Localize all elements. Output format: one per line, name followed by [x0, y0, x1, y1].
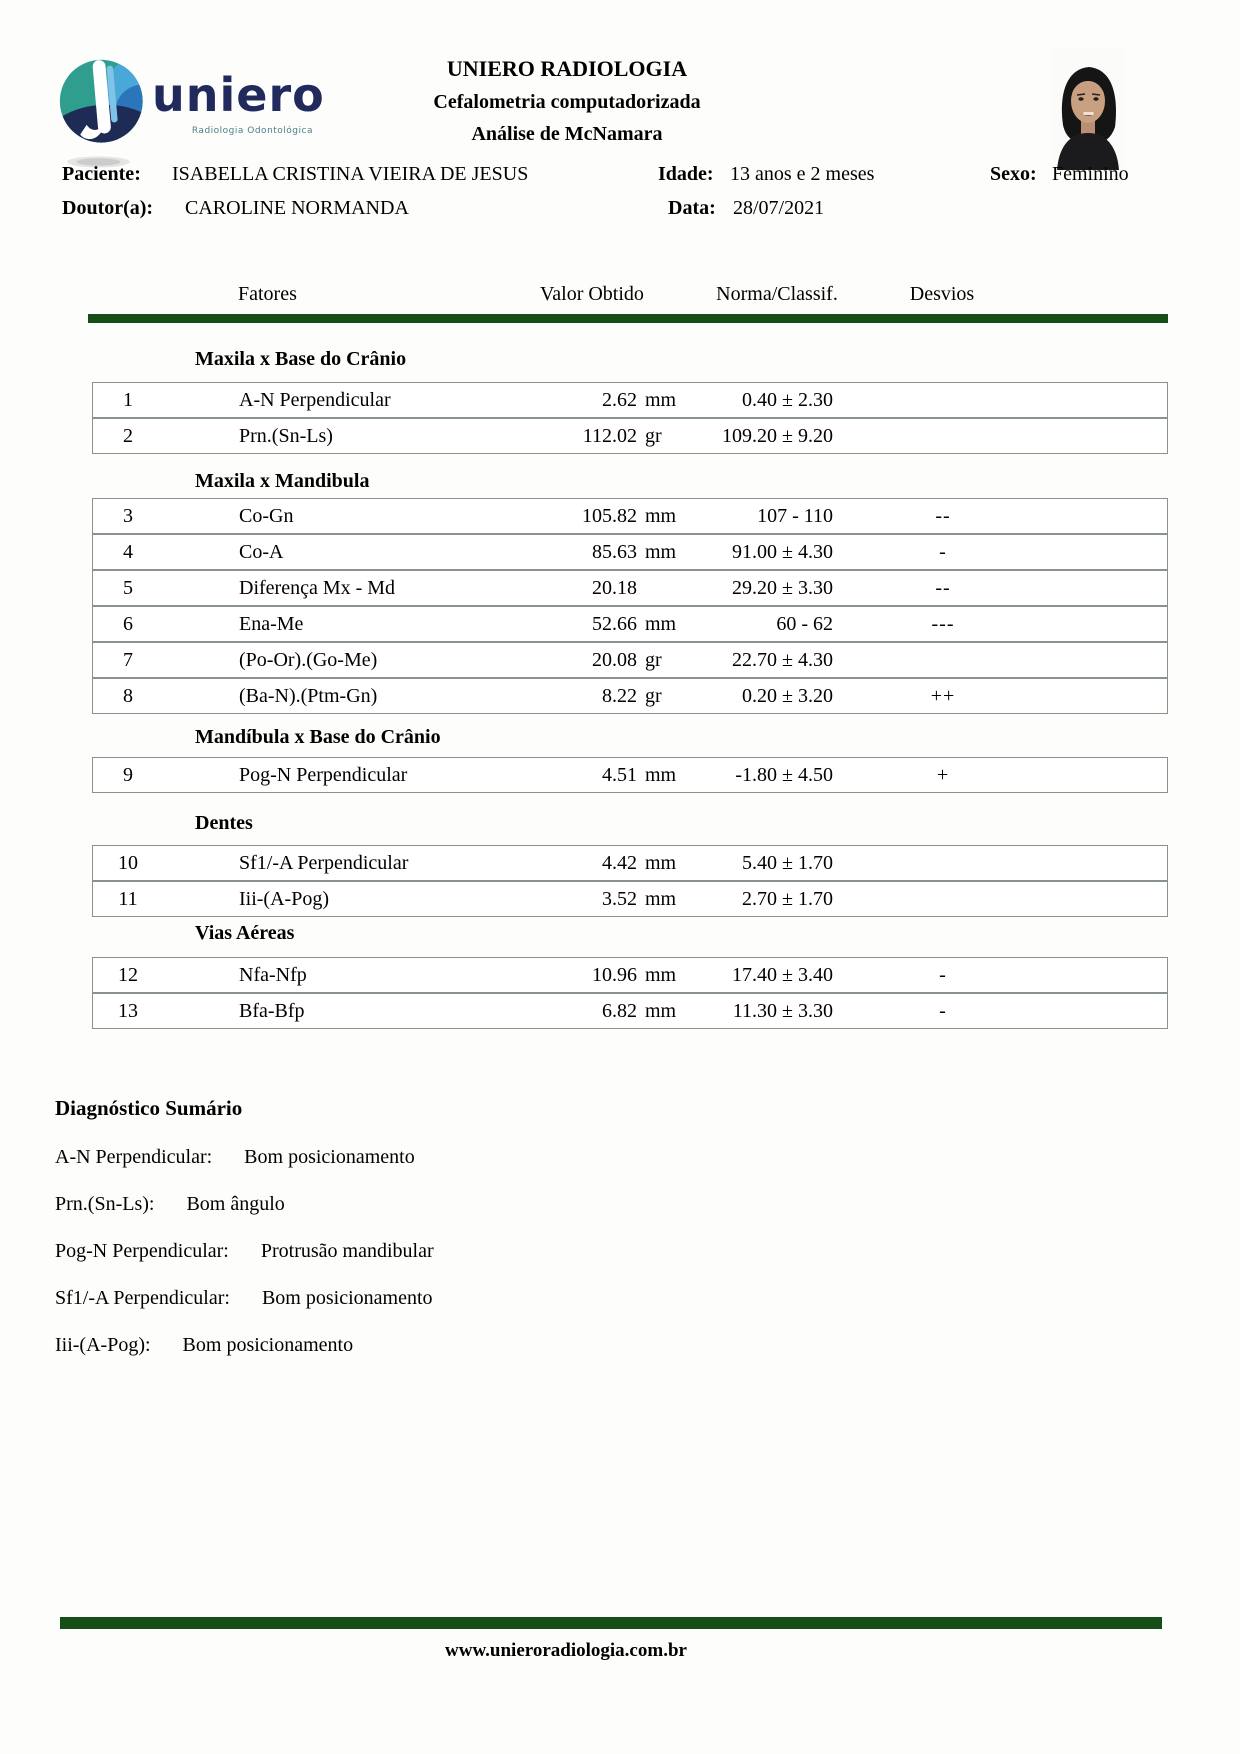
- patient-portrait-image: [1053, 47, 1123, 170]
- table-header-row: [92, 283, 1168, 306]
- valor-number: 4.51: [602, 764, 637, 786]
- diagnostics-title: Diagnóstico Sumário: [55, 1096, 243, 1120]
- diagnostic-item: [55, 1241, 434, 1261]
- row-norma: 17.40 ± 3.40: [732, 964, 833, 986]
- valor-number: 20.08: [592, 649, 637, 671]
- valor-unit: mm: [645, 505, 677, 527]
- section-dentes: [92, 845, 1168, 917]
- valor-unit: mm: [645, 888, 677, 910]
- row-number: 10: [118, 852, 138, 874]
- valor-number: 3.52: [602, 888, 637, 910]
- valor-number: 10.96: [592, 964, 637, 986]
- row-factor: (Po-Or).(Go-Me): [239, 649, 378, 671]
- valor-number: 4.42: [602, 852, 637, 874]
- valor-unit: gr: [645, 685, 662, 707]
- row-number: 8: [123, 685, 133, 707]
- diagnostic-value: Bom posicionamento: [261, 1287, 433, 1309]
- col-header-norma-classif: Norma/Classif.: [716, 283, 838, 305]
- row-desvio: +: [936, 764, 950, 786]
- row-valor: [493, 499, 693, 533]
- doutor-value: CAROLINE NORMANDA: [185, 197, 409, 219]
- section-vias-aereas: [92, 957, 1168, 1029]
- valor-number: 2.62: [602, 389, 637, 411]
- col-header-desvios: Desvios: [909, 283, 975, 305]
- row-factor: Nfa-Nfp: [239, 964, 307, 986]
- logo-wordmark: uniero: [152, 68, 325, 122]
- row-valor: [493, 419, 693, 453]
- row-number: 5: [123, 577, 133, 599]
- section-title-maxila-base-cranio: Maxila x Base do Crânio: [195, 348, 407, 370]
- exam-type: Cefalometria computadorizada: [433, 91, 701, 113]
- diagnostics-list: [55, 1147, 434, 1355]
- row-valor: [493, 571, 693, 605]
- valor-unit: gr: [645, 649, 662, 671]
- table-row: [92, 570, 1168, 606]
- valor-number: 20.18: [592, 577, 637, 599]
- diagnostic-item: [55, 1288, 434, 1308]
- idade-value: 13 anos e 2 meses: [730, 163, 875, 185]
- row-number: 11: [118, 888, 138, 910]
- row-norma: 0.20 ± 3.20: [742, 685, 833, 707]
- table-row: [92, 881, 1168, 917]
- uniero-logo-emblem: [58, 55, 150, 175]
- row-valor: [493, 383, 693, 417]
- diagnostic-label: Prn.(Sn-Ls):: [55, 1193, 155, 1215]
- diagnostics-summary: [55, 1096, 434, 1355]
- diagnostic-item: [55, 1194, 434, 1214]
- row-norma: 109.20 ± 9.20: [722, 425, 833, 447]
- valor-unit: mm: [645, 1000, 677, 1022]
- diagnostic-value: Bom posicionamento: [182, 1334, 354, 1356]
- valor-unit: mm: [645, 613, 677, 635]
- row-number: 3: [123, 505, 133, 527]
- clinic-name: UNIERO RADIOLOGIA: [446, 56, 688, 81]
- row-number: 9: [123, 764, 133, 786]
- section-title-mandibula-base-cranio: Mandíbula x Base do Crânio: [195, 726, 441, 748]
- diagnostic-label: A-N Perpendicular:: [55, 1146, 213, 1168]
- analysis-title: Análise de McNamara: [471, 123, 663, 145]
- diagnostic-item: [55, 1147, 434, 1167]
- row-desvio: --: [935, 577, 951, 599]
- row-factor: (Ba-N).(Ptm-Gn): [239, 685, 378, 707]
- table-row: [92, 534, 1168, 570]
- row-norma: 5.40 ± 1.70: [742, 852, 833, 874]
- diagnostic-item: [55, 1335, 434, 1355]
- row-valor: [493, 958, 693, 992]
- table-row: [92, 957, 1168, 993]
- valor-number: 8.22: [602, 685, 637, 707]
- row-valor: [493, 994, 693, 1028]
- idade-label: Idade:: [658, 163, 714, 185]
- diagnostic-label: Pog-N Perpendicular:: [55, 1240, 229, 1262]
- row-norma: 91.00 ± 4.30: [732, 541, 833, 563]
- row-norma: 0.40 ± 2.30: [742, 389, 833, 411]
- report-titles: [317, 56, 817, 146]
- row-norma: 107 - 110: [757, 505, 833, 527]
- row-number: 2: [123, 425, 133, 447]
- valor-unit: mm: [645, 852, 677, 874]
- valor-unit: [637, 571, 693, 605]
- table-row: [92, 845, 1168, 881]
- table-row: [92, 382, 1168, 418]
- row-number: 12: [118, 964, 138, 986]
- logo-tagline: Radiologia Odontológica: [191, 126, 313, 136]
- valor-unit: mm: [645, 389, 677, 411]
- valor-number: 52.66: [592, 613, 637, 635]
- row-valor: [493, 679, 693, 713]
- row-desvio: -: [939, 964, 947, 986]
- patient-photo: [1053, 47, 1123, 170]
- table-row: [92, 757, 1168, 793]
- col-header-valor-obtido: Valor Obtido: [540, 283, 644, 305]
- valor-number: 112.02: [582, 425, 637, 447]
- paciente-label: Paciente:: [62, 163, 141, 185]
- data-value: 28/07/2021: [733, 197, 825, 219]
- table-row: [92, 498, 1168, 534]
- table-row: [92, 606, 1168, 642]
- table-row: [92, 678, 1168, 714]
- row-number: 7: [123, 649, 133, 671]
- diagnostic-label: Sf1/-A Perpendicular:: [55, 1287, 230, 1309]
- row-number: 13: [118, 1000, 138, 1022]
- table-row: [92, 993, 1168, 1029]
- row-factor: Diferença Mx - Md: [239, 577, 396, 599]
- sexo-label: Sexo:: [990, 163, 1037, 185]
- row-factor: Prn.(Sn-Ls): [239, 425, 333, 447]
- row-norma: 2.70 ± 1.70: [742, 888, 833, 910]
- valor-unit: mm: [645, 541, 677, 563]
- row-factor: Ena-Me: [239, 613, 304, 635]
- header-divider-bar: [88, 314, 1168, 323]
- row-valor: [493, 643, 693, 677]
- footer-website: www.unieroradiologia.com.br: [445, 1640, 687, 1661]
- row-number: 4: [123, 541, 133, 563]
- section-title-vias-aereas: Vias Aéreas: [195, 922, 295, 944]
- table-row: [92, 642, 1168, 678]
- logo-sphere-icon: [58, 55, 150, 175]
- data-label: Data:: [668, 197, 716, 219]
- row-factor: Sf1/-A Perpendicular: [239, 852, 409, 874]
- row-desvio: -: [939, 1000, 947, 1022]
- section-maxila-mandibula: [92, 498, 1168, 714]
- valor-unit: mm: [645, 964, 677, 986]
- paciente-value: ISABELLA CRISTINA VIEIRA DE JESUS: [172, 163, 529, 185]
- row-factor: Co-Gn: [239, 505, 294, 527]
- row-valor: [493, 607, 693, 641]
- row-norma: 29.20 ± 3.30: [732, 577, 833, 599]
- row-factor: Bfa-Bfp: [239, 1000, 305, 1022]
- diagnostic-label: Iii-(A-Pog):: [55, 1334, 151, 1356]
- diagnostic-value: Bom posicionamento: [244, 1146, 415, 1168]
- footer-divider-bar: [60, 1617, 1162, 1629]
- valor-number: 6.82: [602, 1000, 637, 1022]
- doutor-label: Doutor(a):: [62, 197, 154, 219]
- row-factor: Pog-N Perpendicular: [239, 764, 408, 786]
- valor-unit: gr: [645, 425, 662, 447]
- row-factor: Iii-(A-Pog): [239, 888, 329, 910]
- section-maxila-base-cranio: [92, 382, 1168, 454]
- row-norma: -1.80 ± 4.50: [735, 764, 833, 786]
- row-desvio: ++: [930, 685, 956, 707]
- section-mandibula-base-cranio: [92, 757, 1168, 793]
- sexo-value: Feminino: [1052, 163, 1129, 185]
- row-desvio: ---: [931, 613, 955, 635]
- section-title-dentes: Dentes: [195, 812, 253, 834]
- diagnostic-value: Bom ângulo: [186, 1193, 285, 1215]
- row-valor: [493, 846, 693, 880]
- row-desvio: --: [935, 505, 951, 527]
- row-desvio: -: [939, 541, 947, 563]
- row-number: 1: [123, 389, 133, 411]
- row-norma: 22.70 ± 4.30: [732, 649, 833, 671]
- row-norma: 60 - 62: [776, 613, 833, 635]
- valor-number: 105.82: [582, 505, 637, 527]
- row-norma: 11.30 ± 3.30: [732, 1000, 833, 1022]
- row-factor: A-N Perpendicular: [239, 389, 391, 411]
- section-title-maxila-mandibula: Maxila x Mandibula: [195, 470, 370, 492]
- table-row: [92, 418, 1168, 454]
- row-valor: [493, 535, 693, 569]
- valor-unit: mm: [645, 764, 677, 786]
- row-factor: Co-A: [239, 541, 284, 563]
- row-valor: [493, 882, 693, 916]
- diagnostic-value: Protrusão mandibular: [260, 1240, 434, 1262]
- row-valor: [493, 758, 693, 792]
- valor-number: 85.63: [592, 541, 637, 563]
- col-header-fatores: Fatores: [238, 283, 297, 305]
- row-number: 6: [123, 613, 133, 635]
